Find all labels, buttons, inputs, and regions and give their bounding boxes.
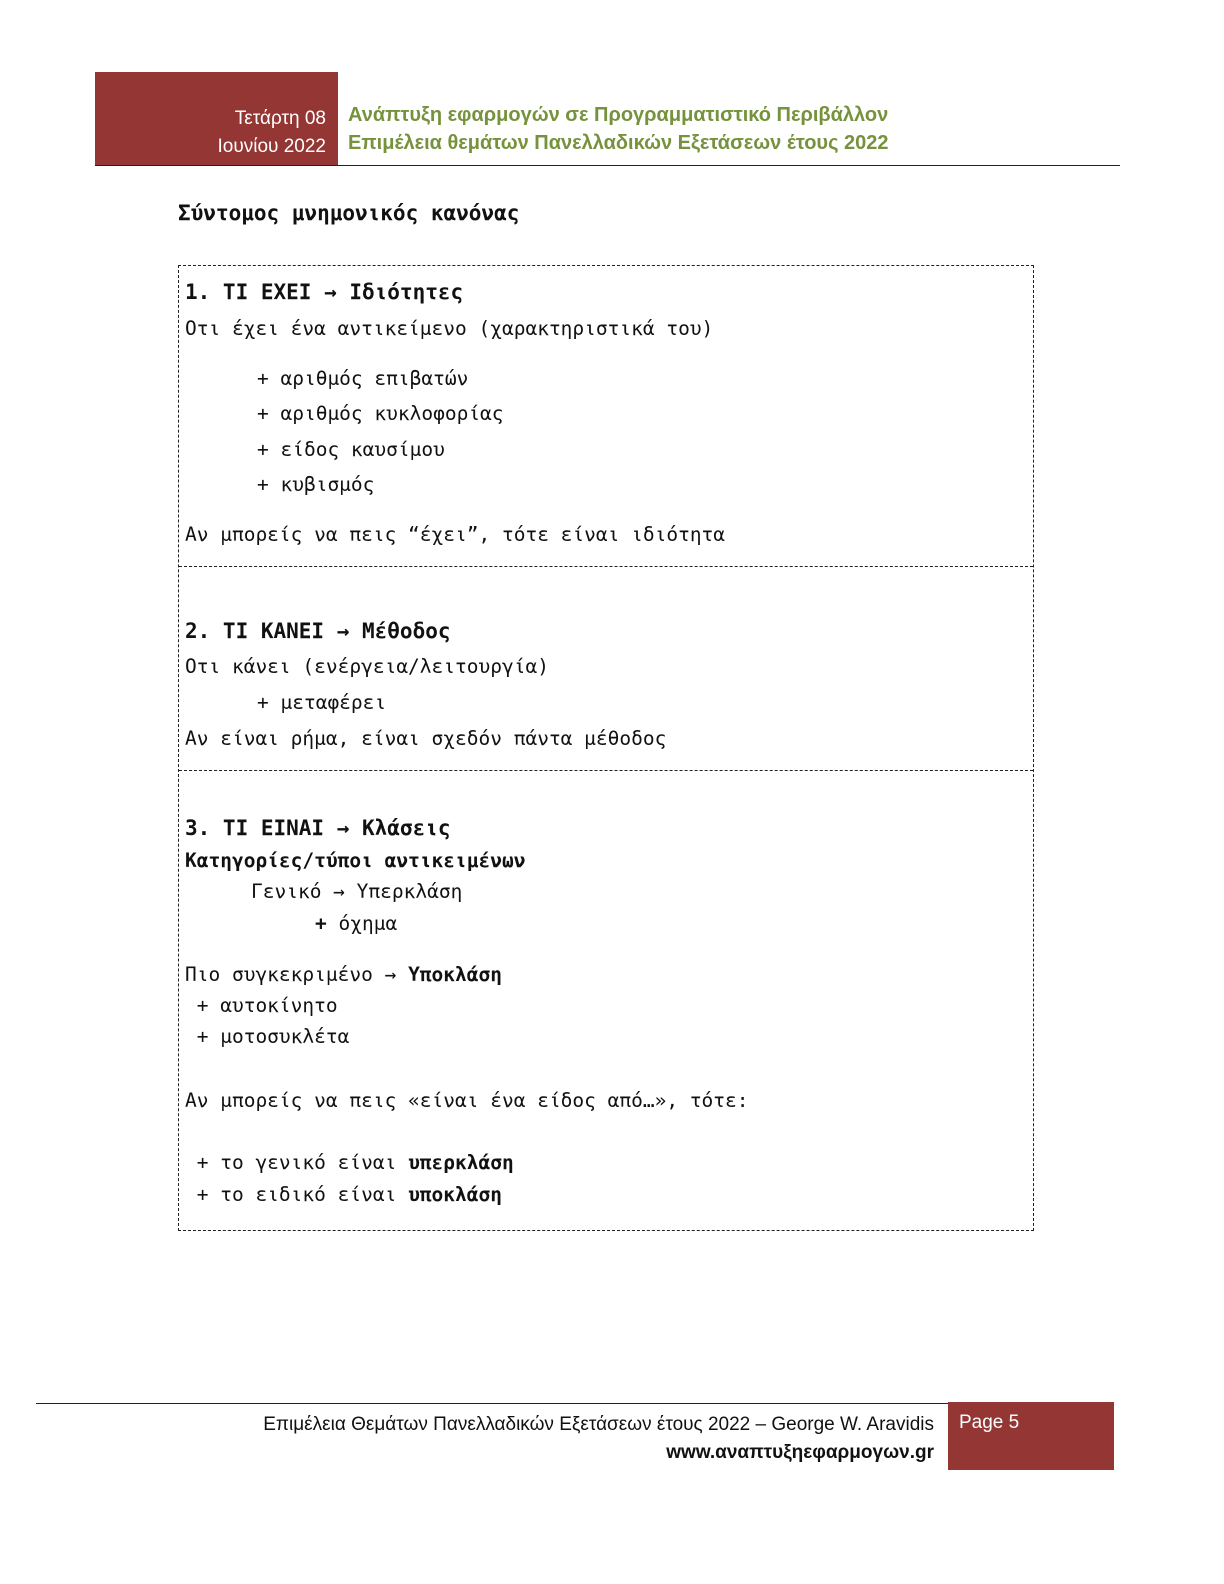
block1-description: Οτι έχει ένα αντικείμενο (χαρακτηριστικά του) [185, 317, 714, 340]
block1-item: + αριθμός επιβατών [257, 367, 469, 390]
header-title-line1: Ανάπτυξη εφαρμογών σε Προγραμματιστικό Περιβάλλον [348, 104, 889, 126]
header-rule [95, 165, 1120, 166]
block1-rule: Αν μπορείς να πεις “έχει”, τότε είναι ιδιότητα [185, 523, 726, 546]
conclusion2-bold: υποκλάση [408, 1183, 502, 1206]
block1-heading: 1. ΤΙ ΕΧΕΙ → Ιδιότητες [185, 280, 464, 304]
block3-specific-line [185, 963, 502, 987]
general-item-text: όχημα [326, 912, 398, 935]
header-date-line2: Ιουνίου 2022 [217, 136, 326, 157]
section-title: Σύντομος μνημονικός κανόνας [178, 201, 520, 225]
block-divider [179, 566, 1033, 567]
header-title [348, 101, 889, 157]
header-date-line1: Τετάρτη 08 [234, 108, 326, 129]
conclusion1-bold: υπερκλάση [408, 1151, 514, 1174]
header-date-block [95, 72, 338, 166]
footer-credit: Επιμέλεια Θεμάτων Πανελλαδικών Εξετάσεων έτους 2022 – George W. Aravidis [263, 1414, 934, 1435]
block3-specific-item: + αυτοκίνητο [185, 994, 338, 1017]
block1-item: + αριθμός κυκλοφορίας [257, 402, 504, 425]
specific-prefix: Πιο συγκεκριμένο → [185, 963, 409, 986]
block2-heading: 2. ΤΙ ΚΑΝΕΙ → Μέθοδος [185, 619, 451, 643]
plus-sign: + [315, 912, 327, 935]
footer-text [263, 1411, 934, 1467]
conclusion2-prefix: + το ειδικό είναι [185, 1183, 409, 1206]
block3-heading: 3. ΤΙ ΕΙΝΑΙ → Κλάσεις [185, 816, 451, 840]
block3-general-item [315, 912, 397, 936]
header-title-line2: Επιμέλεια θεμάτων Πανελλαδικών Εξετάσεων έτους 2022 [348, 132, 889, 154]
block2-rule: Αν είναι ρήμα, είναι σχεδόν πάντα μέθοδος [185, 727, 667, 750]
block1-item: + κυβισμός [257, 473, 375, 496]
block3-rule: Αν μπορείς να πεις «είναι ένα είδος από…», τότε: [185, 1089, 749, 1112]
block3-general-line: Γενικό → Υπερκλάση [251, 880, 463, 903]
block3-subheading: Κατηγορίες/τύποι αντικειμένων [185, 849, 526, 872]
specific-bold: Υποκλάση [408, 963, 502, 986]
conclusion1-prefix: + το γενικό είναι [185, 1151, 409, 1174]
block2-item: + μεταφέρει [257, 691, 387, 714]
page-number: Page 5 [948, 1402, 1114, 1470]
mnemonic-box [178, 265, 1034, 1231]
footer-url[interactable]: www.αναπτυξηεφαρμογων.gr [666, 1442, 934, 1463]
footer-rule [36, 1403, 948, 1404]
block1-item: + είδος καυσίμου [257, 438, 445, 461]
block3-conclusion-1 [185, 1151, 514, 1175]
block3-specific-item: + μοτοσυκλέτα [185, 1025, 350, 1048]
block2-description: Οτι κάνει (ενέργεια/λειτουργία) [185, 655, 549, 678]
block-divider [179, 770, 1033, 771]
block3-conclusion-2 [185, 1183, 502, 1207]
